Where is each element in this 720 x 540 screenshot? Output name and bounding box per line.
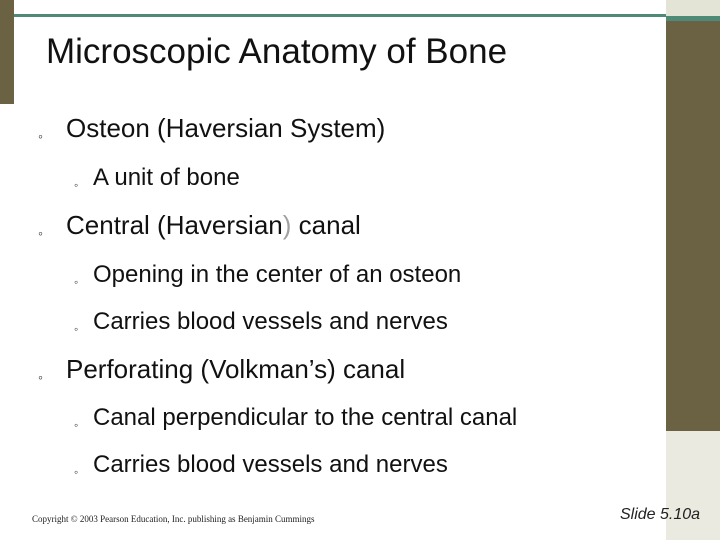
right-decor-top bbox=[666, 0, 720, 16]
top-rule-line bbox=[14, 14, 666, 17]
bullet-icon: ◦ bbox=[74, 275, 79, 289]
right-decor-brown bbox=[666, 21, 720, 431]
sub-bullet-text: Carries blood vessels and nerves bbox=[93, 451, 448, 478]
bullet-text: Osteon (Haversian System) bbox=[66, 113, 386, 143]
copyright-notice: Copyright © 2003 Pearson Education, Inc. publishing as Benjamin Cummings bbox=[32, 514, 315, 524]
bullet-text-part: Central (Haversian bbox=[66, 210, 283, 240]
slide-title: Microscopic Anatomy of Bone bbox=[46, 32, 508, 71]
bullet-icon: ◦ bbox=[74, 465, 79, 479]
bullet-icon: ◦ bbox=[38, 128, 43, 144]
bullet-icon: ◦ bbox=[74, 418, 79, 432]
bullet-text: Perforating (Volkman’s) canal bbox=[66, 354, 406, 384]
sub-bullet-text: A unit of bone bbox=[93, 164, 240, 191]
bullet-text-part: canal bbox=[291, 210, 361, 240]
bullet-text bbox=[66, 210, 361, 240]
bullet-icon: ◦ bbox=[74, 322, 79, 336]
bullet-icon: ◦ bbox=[38, 225, 43, 241]
bullet-icon: ◦ bbox=[74, 178, 79, 192]
bullet-text-paren: ) bbox=[282, 210, 292, 240]
sub-bullet-text: Canal perpendicular to the central canal bbox=[93, 404, 518, 431]
bullet-icon: ◦ bbox=[38, 369, 43, 385]
left-accent-bar bbox=[0, 0, 14, 104]
sub-bullet-text: Carries blood vessels and nerves bbox=[93, 308, 448, 335]
slide-number: Slide 5.10a bbox=[620, 506, 701, 523]
sub-bullet-text: Opening in the center of an osteon bbox=[93, 261, 462, 288]
